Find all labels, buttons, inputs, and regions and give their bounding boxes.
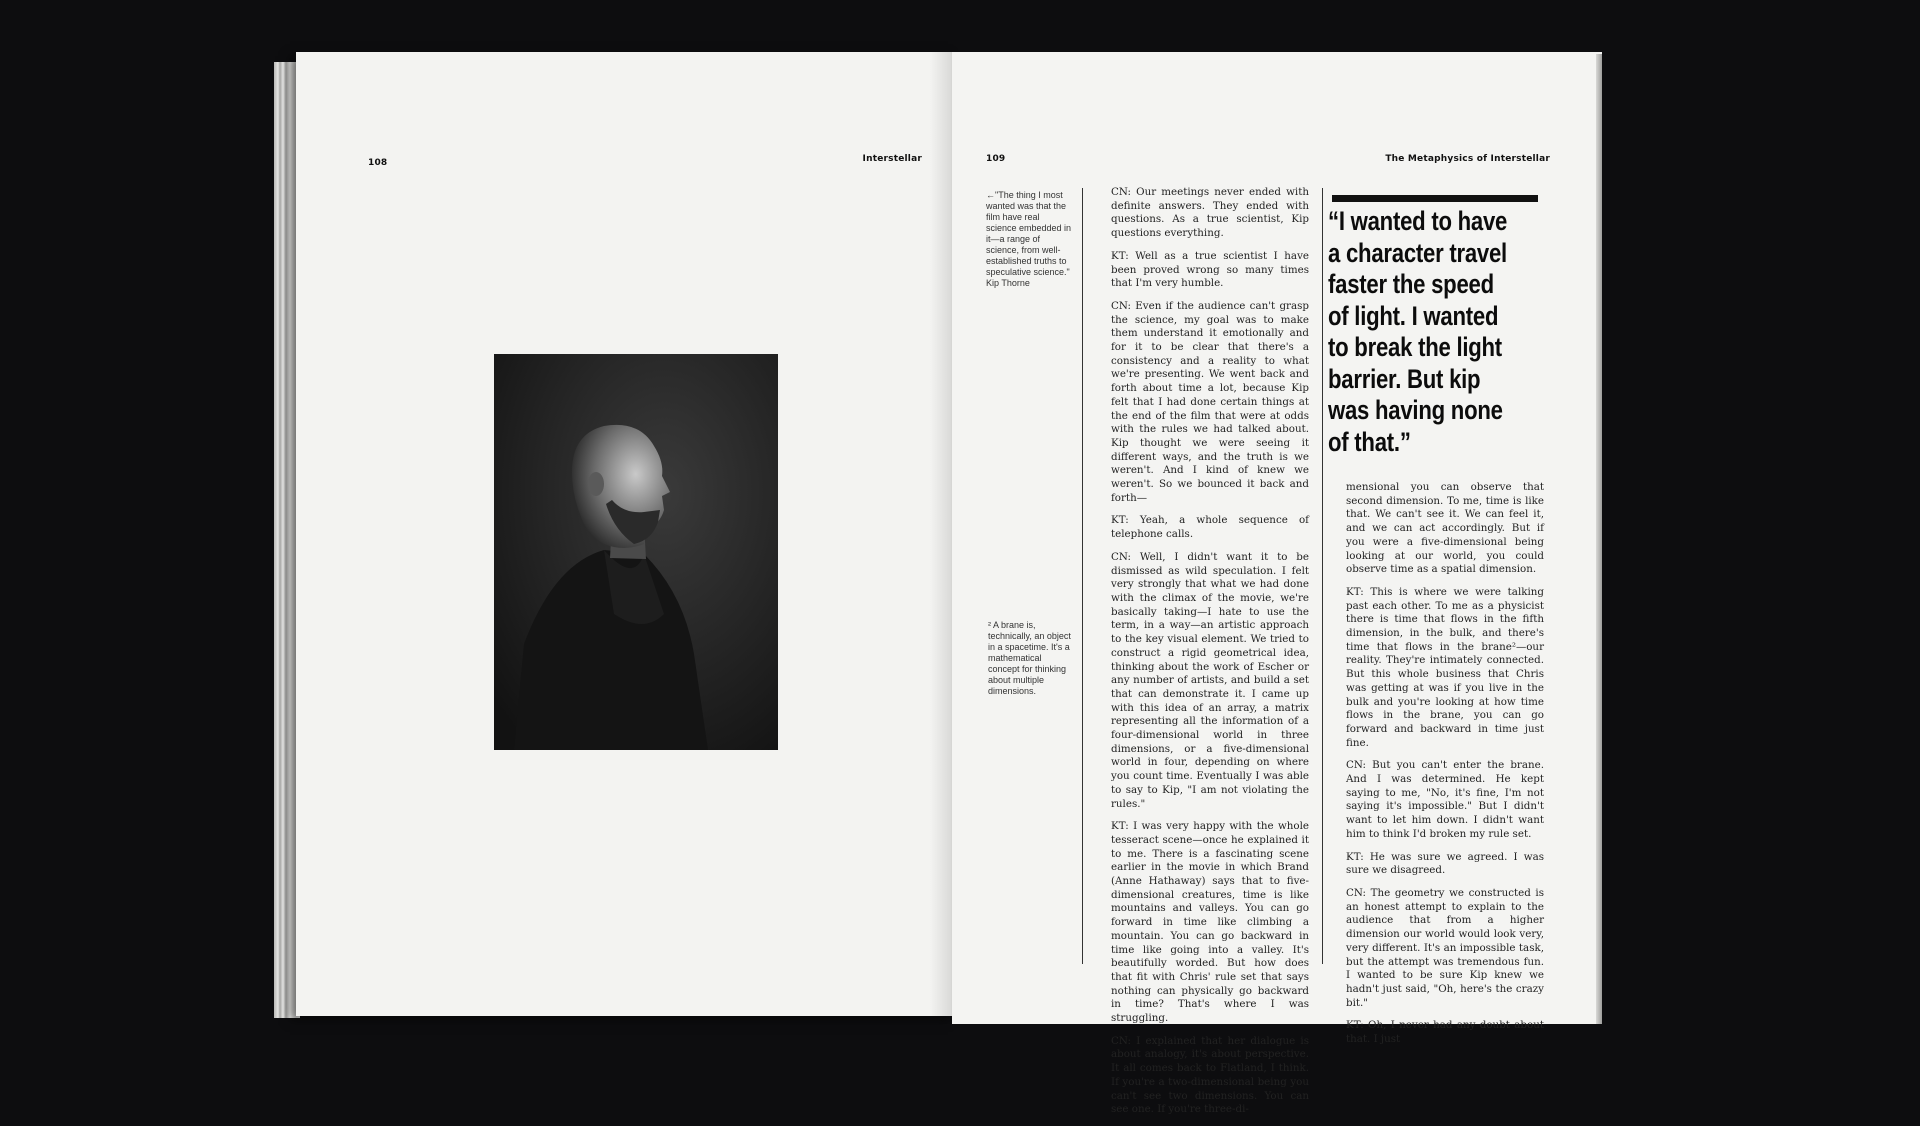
pull-quote-bar [1332,195,1538,202]
paragraph: KT: He was sure we agreed. I was sure we disagreed. [1346,850,1544,877]
article-column-one [1111,186,1309,1126]
paragraph: CN: But you can't enter the brane. And I was determined. He kept saying to me, "No, it's fine, I'm not saying it's impossible." But I didn't want to let him down. I didn't want him to think I'd broken my rule set. [1346,759,1544,840]
sidenote-brane: ² A brane is, technically, an object in a spacetime. It's a mathematical concept for thinking about multiple dimensions. [988,620,1071,696]
paragraph: CN: The geometry we constructed is an honest attempt to explain to the audience that from a higher dimension our world would look very, very different. It's an impossible task, but the attempt was tremendous fun. I wanted to be sure Kip knew we hadn't just said, "Oh, here's the crazy bit." [1346,886,1544,1009]
paragraph: KT: Yeah, a whole sequence of telephone calls. [1111,514,1309,541]
paragraph: CN: Our meetings never ended with definite answers. They ended with questions. As a true scientist, Kip questions everything. [1111,186,1309,240]
paragraph: mensional you can observe that second dimension. To me, time is like that. We can't see it. We can feel it, and we can act accordingly. But if you were a five-dimensional being looking at our world, you could observe time as a spatial dimension. [1346,481,1544,576]
column-rule-left [1082,188,1083,964]
paragraph: KT: This is where we were talking past each other. To me as a physicist there is time that flows in the fifth dimension, in the bulk, and there's time that flows in the brane²—our reality. They're intimately connected. But this whole business that Chris was getting at was if you live in the bulk and you're looking at how time flows in the brane, you can go forward and backward in time just fine. [1346,585,1544,749]
column-rule-right [1322,188,1323,964]
paragraph: KT: Well as a true scientist I have been proved wrong so many times that I'm very humble. [1111,249,1309,290]
sidenote-quote-text: ←"The thing I most wanted was that the film have real science embedded in it—a range of science, from well-established truths to speculative science." [986,190,1072,277]
paragraph: CN: I explained that her dialogue is about analogy, it's about perspective. It all comes back to Flatland, I think. If you're a two-dimensional being you can't see two dimensions. You can see one. If you're three-di- [1111,1034,1309,1116]
left-running-head: Interstellar [862,154,922,164]
paragraph: KT: I was very happy with the whole tesseract scene—once he explained it to me. There is a fascinating scene earlier in the movie in which Brand (Anne Hathaway) says that to five-dimensional creatures, time is like mountains and valleys. You can go forward in time like climbing a mountain. You can go backward in time like going into a valley. It's beautifully worded. But how does that fit with Chris' rule set that says nothing can physically go backward in time? That's where I was struggling. [1111,820,1309,1025]
right-folio: 109 [986,154,1006,164]
right-running-head: The Metaphysics of Interstellar [1385,154,1550,164]
sidenote-quote [986,190,1072,289]
paragraph: CN: Even if the audience can't grasp the science, my goal was to make them understand it emotionally and for it to be clear that there's a consistency and a reality to what we're presenting. We went back and forth about time a lot, because Kip felt that I had done certain things at the end of the film that were at odds with the rules we had talked about. Kip thought we were seeing it different ways, and the truth is we weren't. And I kind of knew we weren't. So we bounced it back and forth— [1111,299,1309,504]
paragraph: CN: Well, I didn't want it to be dismissed as wild speculation. I felt very strongly that what we had done with the climax of the movie, we're basically taking—I hate to use the term, in a way—an artistic approach to the key visual element. We tried to construct a rigid geometrical idea, thinking about the work of Escher or any number of artists, and build a set that can demonstrate it. I came up with this idea of an array, a matrix representing all the information of a four-dimensional world in three dimensions, or a five-dimensional world in four, depending on where you count time. Eventually I was able to say to Kip, "I am not violating the rules." [1111,550,1309,810]
article-column-two [1346,481,1544,1056]
portrait-image [494,354,778,750]
paragraph: KT: Oh, I never had any doubt about that. I just [1346,1019,1544,1046]
right-page-edge [1596,54,1602,1024]
pull-quote: “I wanted to have a character travel faster the speed of light. I wanted to break the light barrier. But kip was having none of that.” [1328,206,1508,457]
left-folio: 108 [368,158,388,168]
portrait-photo [494,354,778,750]
sidenote-attribution: Kip Thorne [986,278,1030,288]
